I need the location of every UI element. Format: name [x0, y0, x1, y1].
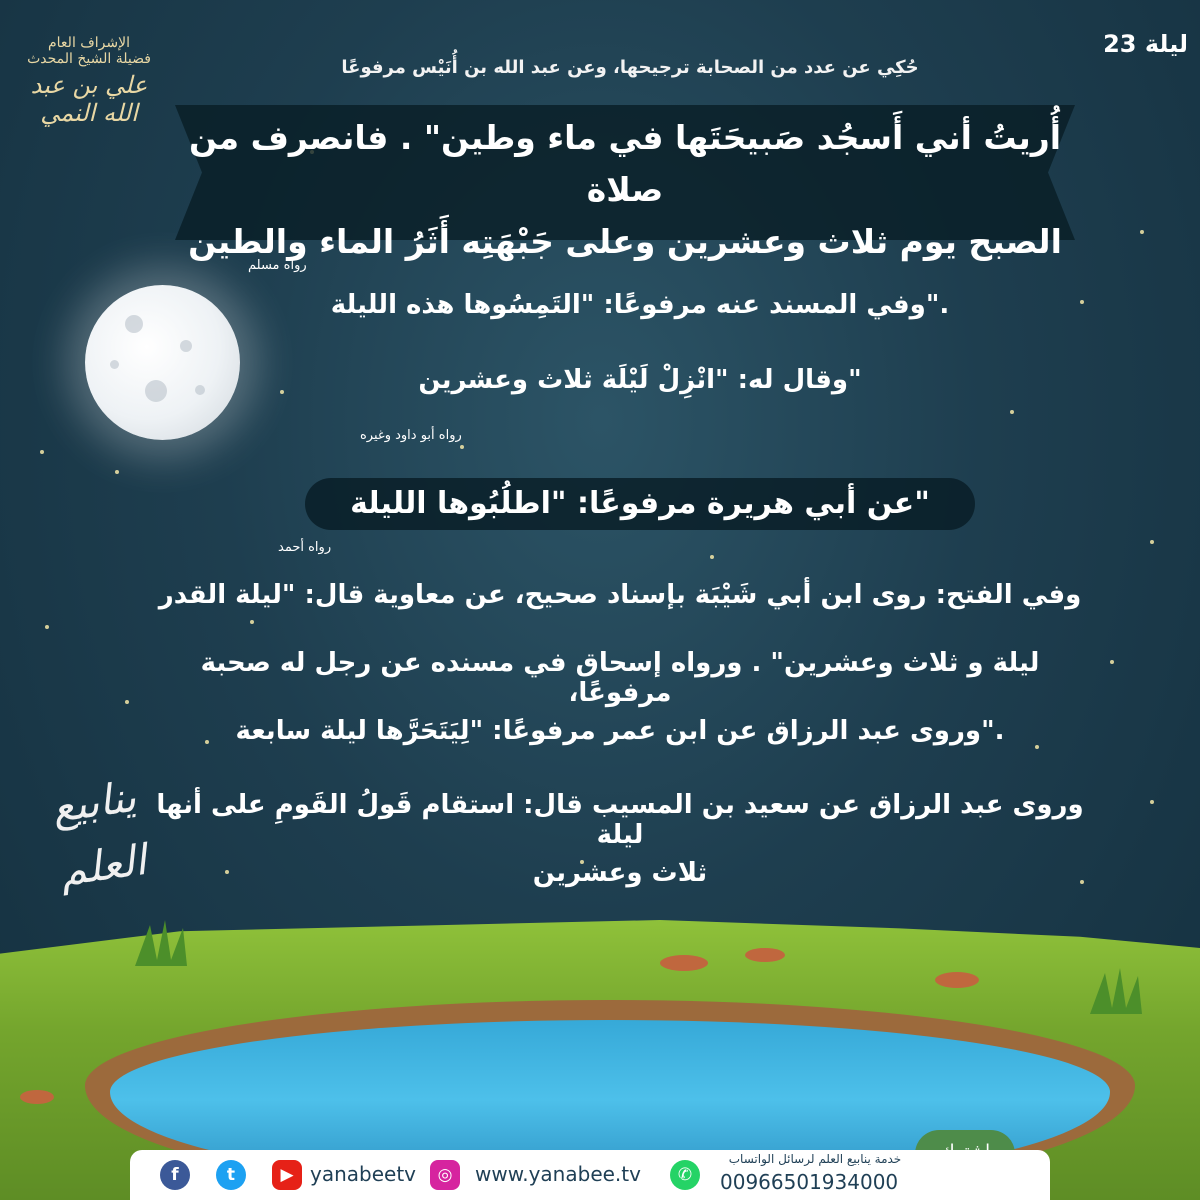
- star: [1110, 660, 1114, 664]
- star: [250, 620, 254, 624]
- sheikh-credit: [14, 35, 164, 127]
- star: [115, 470, 119, 474]
- highlight-pill-text: "عن أبي هريرة مرفوعًا: "اطلُبُوها الليلة: [350, 486, 930, 521]
- quote-line1: أُريتُ أني أَسجُد صَبيحَتَها في ماء وطين" . فانصرف من صلاة: [188, 118, 1062, 209]
- whatsapp-caption: خدمة ينابيع العلم لرسائل الواتساب: [728, 1152, 902, 1166]
- night-label: ليلة 23: [1103, 30, 1188, 58]
- brand-logo: ينابيع العلم: [48, 771, 150, 896]
- star: [1080, 300, 1084, 304]
- quote-banner-text: [180, 112, 1070, 268]
- source-label-1: رواه مسلم: [248, 258, 307, 273]
- sheikh-line1: الإشراف العام: [47, 35, 131, 51]
- grass-tuft: [125, 920, 205, 966]
- star: [1150, 800, 1154, 804]
- star: [125, 700, 129, 704]
- star: [45, 625, 49, 629]
- star: [280, 390, 284, 394]
- twitter-icon[interactable]: t: [216, 1160, 246, 1190]
- handle-text[interactable]: yanabeetv: [310, 1162, 417, 1186]
- source-label-2: رواه أبو داود وغيره: [360, 428, 462, 443]
- star: [460, 445, 464, 449]
- instagram-icon[interactable]: ◎: [430, 1160, 460, 1190]
- star: [40, 450, 44, 454]
- website-link[interactable]: www.yanabee.tv: [475, 1162, 641, 1186]
- header-subtitle: حُكِي عن عدد من الصحابة ترجيحها، وعن عبد الله بن أُنَيْس مرفوعًا: [341, 57, 919, 78]
- sheikh-name: علي بن عبد الله النمي: [30, 71, 148, 127]
- para4-line2: ليلة و ثلاث وعشرين" . ورواه إسحاق في مسنده عن رجل له صحبة مرفوعًا،: [200, 648, 1040, 708]
- facebook-icon[interactable]: f: [160, 1160, 190, 1190]
- whatsapp-icon[interactable]: ✆: [670, 1160, 700, 1190]
- para4-line5: ثلاث وعشرين: [532, 858, 708, 888]
- star: [710, 555, 714, 559]
- star: [1150, 540, 1154, 544]
- rock: [20, 1090, 54, 1104]
- social-footer: [130, 1150, 1050, 1200]
- rock: [935, 972, 979, 988]
- youtube-icon[interactable]: ▶: [272, 1160, 302, 1190]
- para2-line2: "وقال له: "انْزِلْ لَيْلَة ثلاث وعشرين: [418, 365, 862, 395]
- quote-line2: الصبح يوم ثلاث وعشرين وعلى جَبْهَتِه أَثَرُ الماء والطين: [188, 222, 1062, 261]
- source-label-3: رواه أحمد: [278, 540, 332, 555]
- rock: [660, 955, 708, 971]
- para4-line3: ."وروى عبد الرزاق عن ابن عمر مرفوعًا: "لِيَتَحَرَّها ليلة سابعة: [235, 716, 1005, 746]
- para2-line1: ."وفي المسند عنه مرفوعًا: "التَمِسُوها هذه الليلة: [330, 290, 950, 320]
- para4-line1: وفي الفتح: روى ابن أبي شَيْبَة بإسناد صحيح، عن معاوية قال: "ليلة القدر: [158, 580, 1082, 610]
- para4-line4: وروى عبد الرزاق عن سعيد بن المسيب قال: استقام قَولُ القَومِ على أنها ليلة: [156, 790, 1084, 850]
- whatsapp-number[interactable]: 00966501934000: [720, 1170, 899, 1194]
- sheikh-line2: فضيلة الشيخ المحدث: [27, 51, 151, 67]
- rock: [745, 948, 785, 962]
- moon-illustration: [85, 285, 240, 440]
- star: [1010, 410, 1014, 414]
- star: [1140, 230, 1144, 234]
- grass-tuft: [1080, 968, 1160, 1014]
